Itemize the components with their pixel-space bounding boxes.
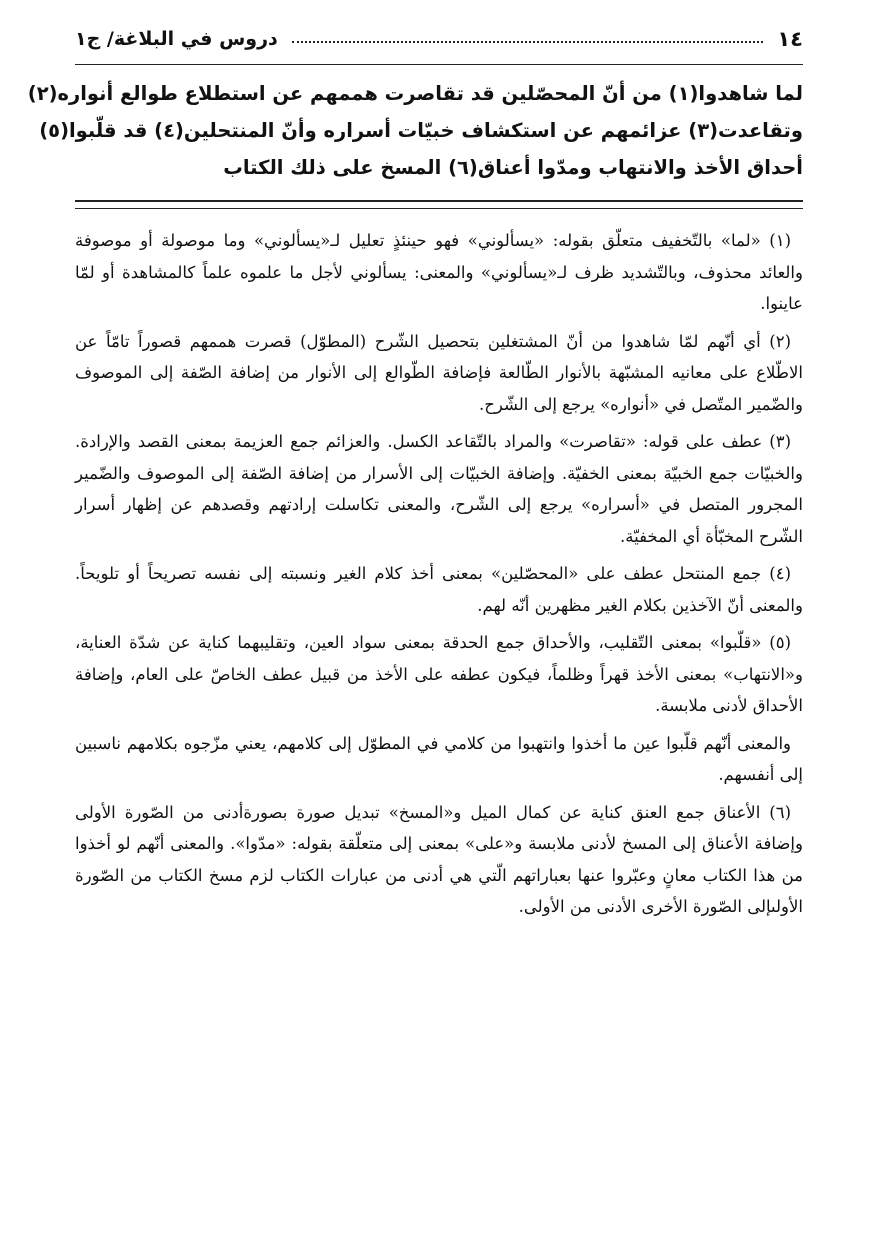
footnote-1: (١) «لما» بالتّخفيف متعلّق بقوله: «يسألوني» فهو حينئذٍ تعليل لـ«يسألوني» وما موصولة أو موصوفة والعائد محذوف، وبالتّشديد ظرف لـ«يسألوني» والمعنى: يسألوني لأجل ما علموه علماً كالمشاهدة أو لمّا عاينوا. (75, 231, 803, 313)
header-rule (75, 64, 803, 65)
footnote-2: (٢) أي أنّهم لمّا شاهدوا من أنّ المشتغلين بتحصيل الشّرح (المطوّل) قصرت هممهم قصوراً تامّاً عن الاطّلاع على معانيه المشبّهة بالأنوار الطّالعة فإضافة الطّوالع إلى الأنوار من إضافة الصّفة إلى الموصوف والضّمير المتّصل في «أنواره» يرجع إلى الشّرح. (75, 331, 803, 414)
footnote-3: (٣) عطف على قوله: «تقاصرت» والمراد بالتّقاعد الكسل. والعزائم جمع العزيمة بمعنى القصد والإرادة. والخبيّات جمع الخبيّة بمعنى الخفيّة. وإضافة الخبيّات إلى الأسرار من إضافة الصّفة إلى الموصوف والضّمير المجرور المتصل في «أسراره» يرجع إلى الشّرح، والمعنى تكاسلت إرادتهم وقصدهم عن إظهار أسرار الشّرح المخبّأة أي المخفيّة. (75, 432, 803, 546)
footnote-5-continuation: والمعنى أنّهم قلّبوا عين ما أخذوا وانتهبوا من كلامي في المطوّل إلى كلامهم، يعني مزّجوه بكلامهم ناسبين إلى أنفسهم. (75, 733, 803, 784)
footnote-5: (٥) «قلّبوا» بمعنى التّقليب، والأحداق جمع الحدقة بمعنى سواد العين، وتقليبهما كناية عن شدّة العناية، و«الانتهاب» بمعنى الأخذ قهراً وظلماً، فيكون عطفه على الأخذ من قبيل عطف الخاصّ على العام، وإضافة الأحداق لأدنى ملابسة. (75, 633, 803, 715)
main-text-block (27, 75, 803, 186)
footnote-6: (٦) الأعناق جمع العنق كناية عن كمال الميل و«المسخ» تبديل صورة بصورةأدنى من الصّورة الأولى وإضافة الأعناق إلى المسخ لأدنى ملابسة و«على» بمعنى إلى متعلّقة بقوله: «مدّوا». والمعنى أنّهم لو أخذوا من هذا الكتاب معانٍ وعبّروا عنها بعباراتهم الّتي هي أدنى من عبارات الكتاب لزم مسخ الكتاب من الصّورة الأولىإلى الصّورة الأخرى الأدنى من الأولى. (75, 802, 803, 916)
leader-dots (292, 41, 764, 43)
main-text-line: وتقاعدت(٣) عزائمهم عن استكشاف خبيّات أسراره وأنّ المنتحلين(٤) قد قلّبوا(٥) (39, 119, 803, 142)
footnote-4: (٤) جمع المنتحل عطف على «المحصّلين» بمعنى أخذ كلام الغير ونسبته إلى نفسه تصريحاً أو تلويحاً. والمعنى أنّ الآخذين بكلام الغير مظهرين أنّه لهم. (75, 564, 803, 615)
running-header (75, 20, 803, 58)
book-title: دروس في البلاغة/ ج١ (75, 28, 278, 50)
page-number: ١٤ (777, 27, 803, 51)
main-text-line: لما شاهدوا(١) من أنّ المحصّلين قد تقاصرت هممهم عن استطلاع طوالع أنواره(٢) (27, 82, 803, 105)
book-page (27, 20, 803, 1230)
footnotes (75, 225, 803, 923)
footnote-separator (75, 200, 803, 209)
main-text-line: أحداق الأخذ والانتهاب ومدّوا أعناق(٦) المسخ على ذلك الكتاب (223, 156, 803, 179)
